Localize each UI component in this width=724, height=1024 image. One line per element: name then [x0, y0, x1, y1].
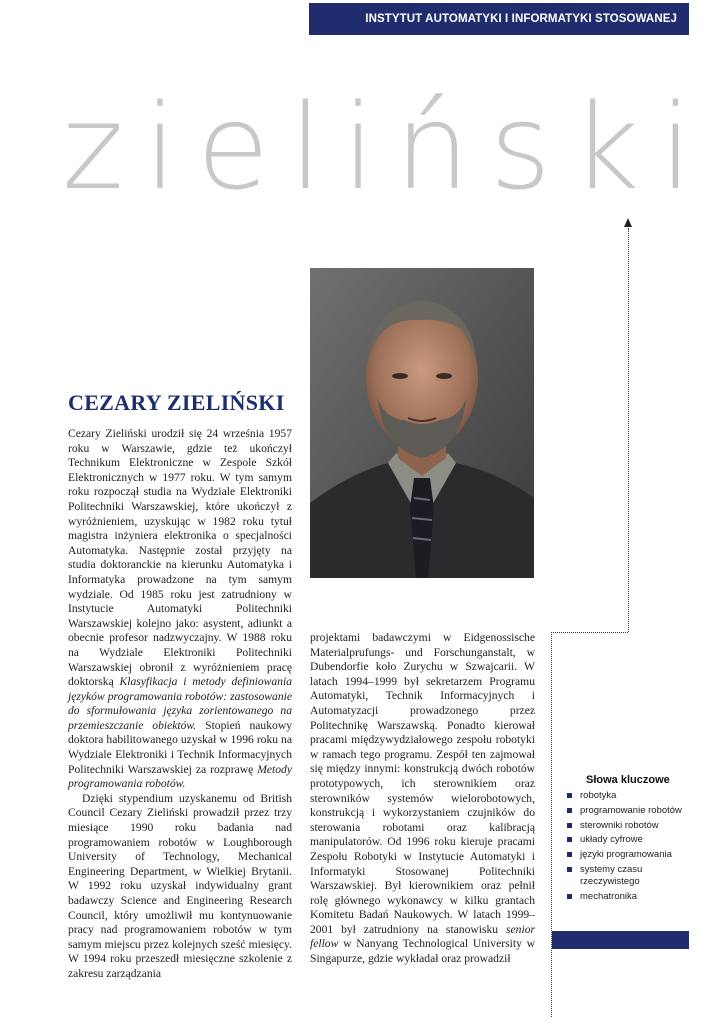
keyword-label: programowanie robotów: [580, 804, 682, 816]
keyword-label: sterowniki robotów: [580, 819, 659, 831]
keyword-label: robotyka: [580, 790, 617, 801]
keyword-item: [566, 891, 696, 903]
keyword-label: układy cyfrowe: [580, 834, 643, 846]
bio-paragraph-1: [68, 427, 292, 792]
dotted-connector-vertical: [628, 228, 629, 632]
keyword-item: [566, 864, 696, 888]
bio-text: Stopień naukowy doktora habilitowanego uzyskał w 1996 roku na Wydziale Elektroniki i Technik Informacyjnych Politechniki Warszawskiej za rozprawę: [68, 718, 292, 776]
keywords-title: Słowa kluczowe: [586, 774, 670, 786]
footer-accent-bar: [552, 931, 689, 949]
portrait-photo: [310, 268, 534, 578]
square-bullet-icon: [567, 852, 572, 857]
bio-text: projektami badawczymi w Eidgenossische Materialprufungs- und Forschunganstalt, w Dubendorfie koło Zurychu w Szwajcarii. W latach 1994–1999 był sekretarzem Programu Automatyki, Technik Informacyjnych i Automatyzacji prowadzonego przez Politechnikę Warszawską. Ponadto kierował pracami międzywydziałowego zespołu robotyki w ramach tego programu. Zespół ten zajmował się między innymi: konstrukcją dwóch robotów prototypowych, ich sterownikiem oraz sterowników systemów wielorobotowych, konstrukcją i wykorzystaniem czujników do sterowania robotami oraz kalibracją manipulatorów. Od 1996 roku kieruje pracami Zespołu Robotyki w Instytucie Automatyki i Informatyki Stosowanej Politechniki Warszawskiej. Był kierownikiem oraz pełnił rolę głównego wykonawcy w kilku grantach Komitetu Badań Naukowych. W latach 1999–2001 był zatrudniony na stanowisku: [310, 631, 535, 936]
person-name: CEZARY ZIELIŃSKI: [68, 390, 285, 415]
bio-paragraph-2: Dzięki stypendium uzyskanemu od British Council Cezary Zieliński prowadził przez trzy miesiące 1990 roku badania nad programowaniem robotów w Loughborough University of Technology, Mechanical Engineering Department, w Wielkiej Brytanii. W 1992 roku uzyskał indywidualny grant badawczy Science and Engineering Research Council, który umożliwił mu kontynuowanie pracy nad programowaniem robotów w tym samym miejscu przez kolejnych sześć miesięcy. W 1994 roku przeszedł miesięczne szkolenie z zakresu zarządzania: [68, 791, 292, 980]
dotted-connector-horizontal: [551, 632, 628, 633]
keyword-item: [566, 790, 696, 802]
square-bullet-icon: [567, 793, 572, 798]
square-bullet-icon: [567, 894, 572, 899]
arrow-up-icon: [624, 218, 632, 227]
square-bullet-icon: [567, 867, 572, 872]
keyword-label: języki programowania: [580, 849, 672, 861]
keyword-label: systemy czasu rzeczywistego: [580, 863, 643, 887]
keywords-list: [566, 790, 696, 905]
keyword-item: [566, 834, 696, 846]
bio-text: Cezary Zieliński urodził się 24 września 1957 roku w Warszawie, gdzie też ukończył Technikum Elektroniczne w Zespole Szkół Elektronicznych w 1977 roku. W tym samym roku rozpoczął studia na Wydziale Elektroniki Politechniki Warszawskiej, które ukończył z wyróżnieniem, uzyskując w 1982 roku tytuł magistra inżyniera elektronika o specjalności Automatyka. Następnie został przyjęty na studia doktoranckie na kierunku Automatyka i Informatyka prowadzone na tym samym wydziale. Od 1985 roku jest zatrudniony w Instytucie Automatyki Politechniki Warszawskiej kolejno jako: asystent, adiunkt a obecnie profesor nadzwyczajny. W 1988 roku na Wydziale Elektroniki Politechniki Warszawskiej obronił z wyróżnieniem pracę doktorską: [68, 427, 292, 689]
keyword-item: [566, 849, 696, 861]
institute-header-bar: [309, 3, 689, 35]
dotted-connector-vertical-lower: [551, 632, 552, 1017]
institute-name: INSTYTUT AUTOMATYKI I INFORMATYKI STOSOWANEJ: [365, 13, 677, 25]
keyword-item: [566, 805, 696, 817]
keyword-item: [566, 820, 696, 832]
surname-title: zieliński: [62, 78, 713, 216]
habilitation-thesis-title: Metody programowania robotów.: [68, 762, 292, 791]
square-bullet-icon: [567, 808, 572, 813]
bio-paragraph-3: [310, 631, 535, 967]
square-bullet-icon: [567, 837, 572, 842]
square-bullet-icon: [567, 823, 572, 828]
bio-column-2: [310, 631, 535, 967]
job-title: senior fellow: [310, 922, 535, 951]
bio-column-1: [68, 427, 292, 982]
keyword-label: mechatronika: [580, 890, 638, 902]
bio-text: w Nanyang Technological University w Singapurze, gdzie wykładał oraz prowadził: [310, 937, 535, 966]
doctoral-thesis-title: Klasyfikacja i metody definiowania języków programowania robotów: zastosowanie do sformułowania języka zorientowanego na przemieszczanie obiektów.: [68, 675, 292, 732]
